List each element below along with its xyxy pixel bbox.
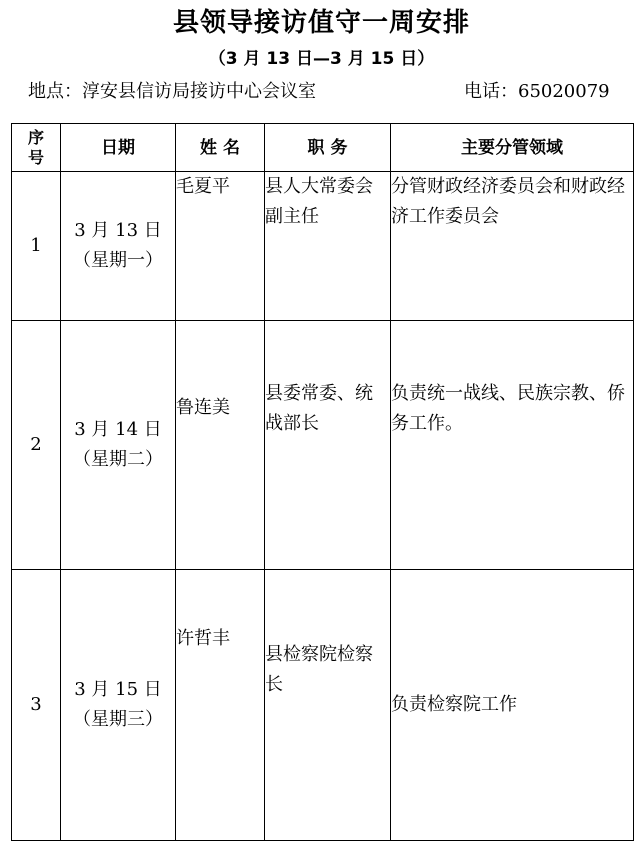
row-date-line1: 3 月 14 日 [74, 419, 162, 440]
table-header-row [12, 124, 634, 172]
row-date [61, 321, 176, 570]
row-name: 毛夏平 [176, 172, 265, 321]
page-title: 县领导接访值守一周安排 [172, 8, 470, 38]
header-name: 姓 名 [176, 124, 265, 172]
table-row [12, 570, 634, 841]
row-area: 负责统一战线、民族宗教、侨务工作。 [391, 321, 634, 570]
row-seq: 3 [12, 570, 61, 841]
row-position: 县委常委、统战部长 [265, 321, 391, 570]
date-range-subtitle: （3 月 13 日—3 月 15 日） [208, 49, 435, 69]
header-area: 主要分管领域 [391, 124, 634, 172]
row-seq: 1 [12, 172, 61, 321]
row-name: 鲁连美 [176, 321, 265, 570]
header-date: 日期 [61, 124, 176, 172]
row-date-line2: （星期一） [73, 250, 163, 271]
table-row [12, 172, 634, 321]
row-position: 县检察院检察长 [265, 570, 391, 841]
row-area: 负责检察院工作 [391, 570, 634, 841]
row-date [61, 570, 176, 841]
header-position: 职 务 [265, 124, 391, 172]
row-date-line2: （星期三） [73, 709, 163, 730]
row-name: 许哲丰 [176, 570, 265, 841]
row-date-line1: 3 月 15 日 [74, 679, 162, 700]
header-seq [12, 124, 61, 172]
phone-text: 电话：65020079 [464, 81, 610, 102]
row-seq: 2 [12, 321, 61, 570]
row-date-line2: （星期二） [73, 449, 163, 470]
table-row [12, 321, 634, 570]
row-date-line1: 3 月 13 日 [74, 220, 162, 241]
schedule-table [11, 123, 634, 841]
header-seq-line2: 号 [27, 147, 44, 167]
location-text: 地点：淳安县信访局接访中心会议室 [28, 81, 316, 102]
row-position: 县人大常委会副主任 [265, 172, 391, 321]
header-seq-line1: 序 [27, 127, 44, 147]
row-area: 分管财政经济委员会和财政经济工作委员会 [391, 172, 634, 321]
row-date [61, 172, 176, 321]
